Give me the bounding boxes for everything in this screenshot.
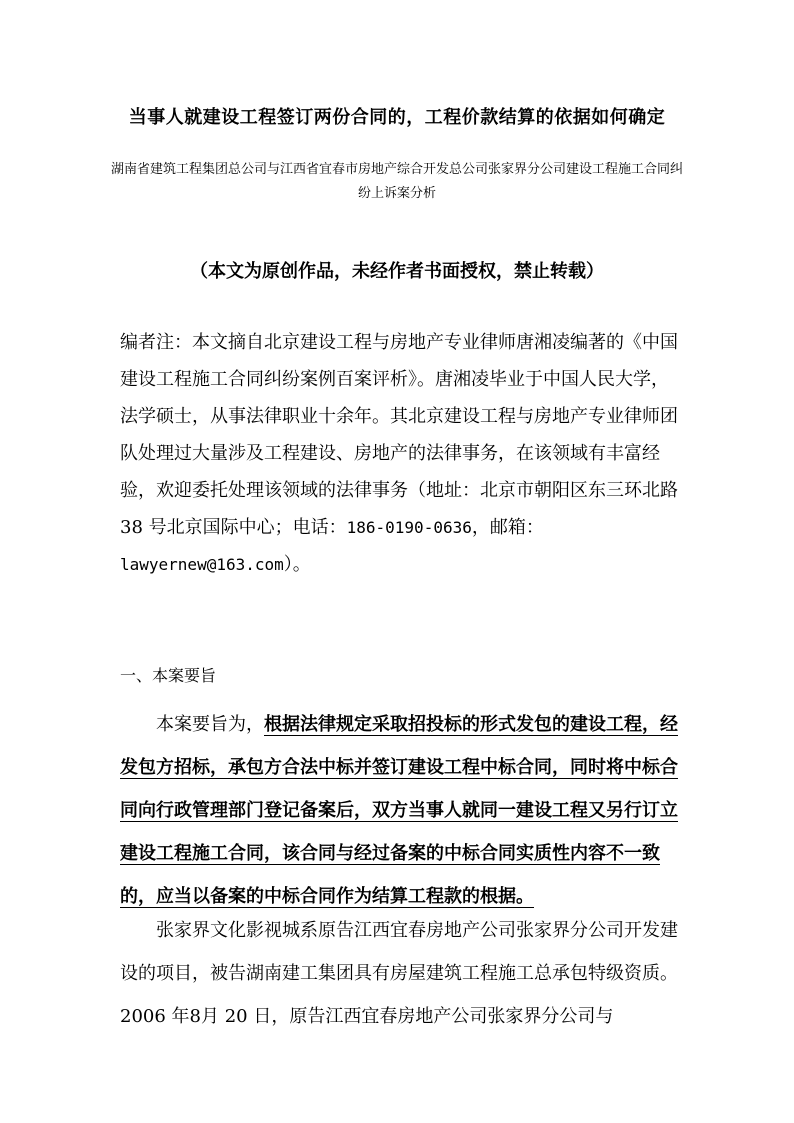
- email-address: lawyernew@163.com: [120, 555, 284, 574]
- facts-text: 张家界文化影视城系原告江西宜春房地产公司张家界分公司开发建设的项目，被告湖南建工集团具有房屋建筑工程施工总承包特级资质。2006 年8月 20 日，原告江西宜春房地产公司张家界分公司与: [120, 920, 678, 1027]
- editor-note-end: ）。: [283, 554, 311, 575]
- case-gist-paragraph: [120, 703, 680, 918]
- document-title: 当事人就建设工程签订两份合同的，工程价款结算的依据如何确定: [128, 107, 666, 128]
- case-facts-paragraph: [120, 909, 680, 1038]
- phone-number: 186-0190-0636: [346, 518, 472, 537]
- gist-lead: 本案要旨为，: [156, 714, 264, 735]
- copyright-notice: （本文为原创作品，未经作者书面授权，禁止转载）: [190, 261, 604, 282]
- section-heading: 一、本案要旨: [120, 666, 217, 685]
- document-subtitle: 湖南省建筑工程集团总公司与江西省宜春市房地产综合开发总公司张家界分公司建设工程施工合同纠纷上诉案分析: [110, 162, 683, 201]
- editor-note-mid: ，邮箱：: [471, 517, 544, 538]
- editor-note-text: 编者注：本文摘自北京建设工程与房地产专业律师唐湘凌编著的《中国建设工程施工合同纠纷案例百案评析》。唐湘凌毕业于中国人民大学，法学硕士，从事法律职业十余年。其北京建设工程与房地产专业律师团队处理过大量涉及工程建设、房地产的法律事务，在该领域有丰富经验，欢迎委托处理该领域的法律事务（地址：北京市朝阳区东三环北路 38 号北京国际中心；电话：: [120, 332, 678, 538]
- editor-note: [120, 324, 680, 583]
- gist-emphasis: 根据法律规定采取招投标的形式发包的建设工程，经发包方招标，承包方合法中标并签订建设工程中标合同，同时将中标合同向行政管理部门登记备案后，双方当事人就同一建设工程又另行订立建设工程施工合同，该合同与经过备案的中标合同实质性内容不一致的，应当以备案的中标合同作为结算工程款的根据。: [120, 714, 678, 907]
